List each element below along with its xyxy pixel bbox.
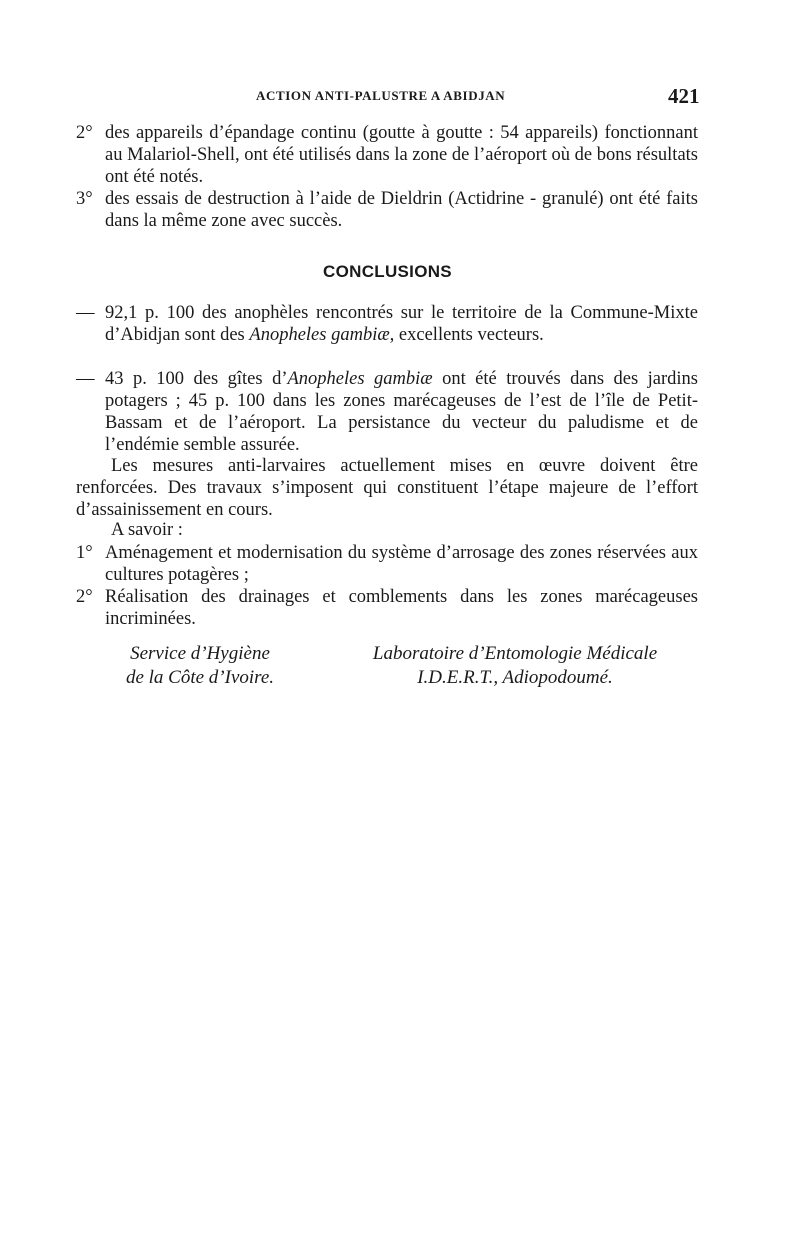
- page-number: 421: [668, 84, 700, 108]
- dash-marker: —: [76, 303, 95, 323]
- signature-line: Laboratoire d’Entomologie Médicale: [372, 643, 658, 664]
- item-marker: 2°: [76, 587, 93, 607]
- species-name: Anopheles gambiæ: [287, 369, 433, 389]
- recommendation-item-1: [76, 542, 698, 586]
- numbered-item-3: [76, 188, 698, 232]
- conclusion-dash-item-2: [76, 368, 698, 456]
- a-savoir-line: A savoir :: [111, 520, 183, 540]
- section-heading-conclusions: CONCLUSIONS: [323, 262, 452, 281]
- conclusion-dash-item-1: [76, 302, 698, 346]
- conclusion-paragraph: Les mesures anti-larvaires actuellement mises en œuvre doivent être renforcées. Des travaux s’imposent qui constituent l’étape majeure de l’effort d’assainissement en cours.: [76, 456, 698, 520]
- species-name: Anopheles gambiæ,: [249, 325, 395, 345]
- signature-line: Service d’Hygiène: [130, 643, 270, 664]
- dash-text: 92,1 p. 100 des anophèles rencontrés sur le territoire de la Commune-Mixte d’Abidjan sont des: [105, 303, 698, 345]
- numbered-item-2: [76, 122, 698, 188]
- running-title: ACTION ANTI-PALUSTRE A ABIDJAN: [256, 88, 506, 103]
- item-marker: 2°: [76, 123, 93, 143]
- signature-entomology-lab: [330, 642, 700, 690]
- dash-text: 43 p. 100 des gîtes d’: [105, 369, 288, 389]
- item-text: des appareils d’épandage continu (goutte à goutte : 54 appareils) fonctionnant au Malariol-Shell, ont été utilisés dans la zone de l’aéroport où de bons résultats ont été notés.: [105, 123, 698, 187]
- item-text: Réalisation des drainages et comblements dans les zones marécageuses incriminées.: [105, 587, 698, 629]
- dash-text-end: excellents vecteurs.: [394, 325, 544, 345]
- dash-marker: —: [76, 369, 95, 389]
- dash-text-end: ont été trouvés dans des jardins potagers ; 45 p. 100 dans les zones marécageuses de l’est de l’île de Petit-Bassam et de l’aéroport. La persistance du vecteur du paludisme et de l’endémie semble assurée.: [105, 369, 698, 455]
- signature-hygiene-service: [100, 642, 300, 690]
- item-text: Aménagement et modernisation du système d’arrosage des zones réservées aux cultures potagères ;: [105, 543, 698, 585]
- item-marker: 1°: [76, 543, 93, 563]
- running-head: [0, 86, 800, 110]
- item-marker: 3°: [76, 189, 93, 209]
- signature-line: de la Côte d’Ivoire.: [125, 667, 275, 688]
- item-text: des essais de destruction à l’aide de Dieldrin (Actidrine - granulé) ont été faits dans la même zone avec succès.: [105, 189, 698, 231]
- signature-line: I.D.E.R.T., Adiopodoumé.: [417, 667, 613, 688]
- recommendation-item-2: [76, 586, 698, 630]
